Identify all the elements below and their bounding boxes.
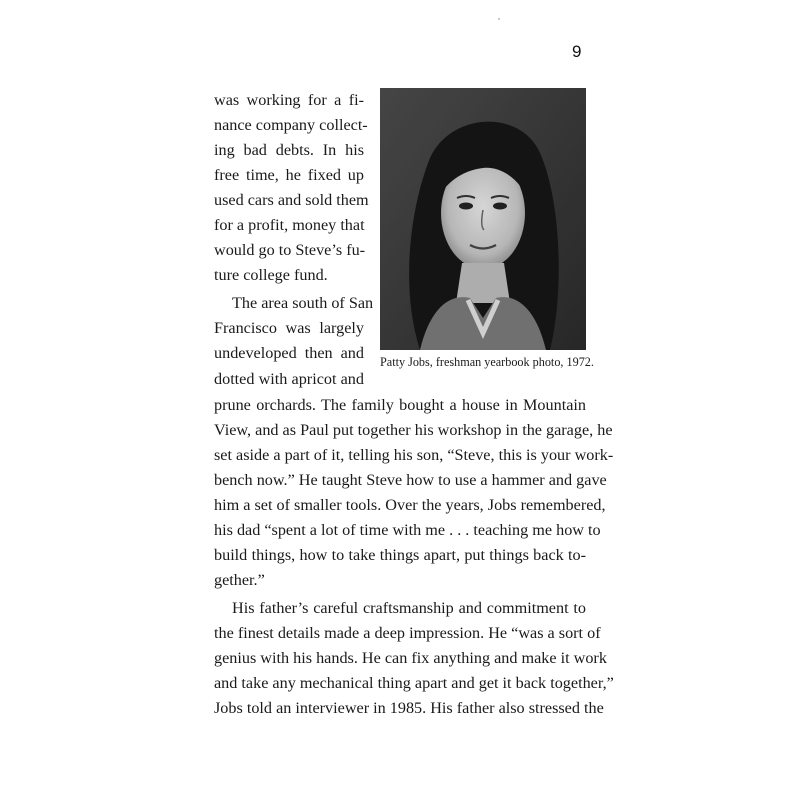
text-line: Francisco was largely bbox=[214, 319, 364, 337]
text-line: his dad “spent a lot of time with me . . . teaching me how to bbox=[214, 521, 601, 539]
text-line: prune orchards. The family bought a house in Mountain bbox=[214, 396, 586, 414]
text-line: ing bad debts. In his bbox=[214, 141, 364, 159]
text-line: His father’s careful craftsmanship and commitment to bbox=[232, 599, 586, 617]
text-line: would go to Steve’s fu- bbox=[214, 241, 366, 259]
text-line: build things, how to take things apart, put things back to- bbox=[214, 546, 586, 564]
text-line: set aside a part of it, telling his son, “Steve, this is your work- bbox=[214, 446, 614, 464]
text-line: Jobs told an interviewer in 1985. His father also stressed the bbox=[214, 699, 604, 717]
text-line: gether.” bbox=[214, 571, 265, 589]
text-line: was working for a fi- bbox=[214, 91, 364, 109]
text-line: and take any mechanical thing apart and get it back together,” bbox=[214, 674, 614, 692]
text-line: used cars and sold them bbox=[214, 191, 369, 209]
photo-caption: Patty Jobs, freshman yearbook photo, 1972. bbox=[380, 355, 594, 369]
text-line: The area south of San bbox=[232, 294, 374, 312]
text-line: the finest details made a deep impression. He “was a sort of bbox=[214, 624, 601, 642]
text-line: bench now.” He taught Steve how to use a hammer and gave bbox=[214, 471, 607, 489]
text-line: undeveloped then and bbox=[214, 344, 364, 362]
text-line: ture college fund. bbox=[214, 266, 328, 284]
text-line: him a set of smaller tools. Over the years, Jobs remembered, bbox=[214, 496, 606, 514]
text-line: genius with his hands. He can fix anything and make it work bbox=[214, 649, 607, 667]
text-line: dotted with apricot and bbox=[214, 370, 364, 388]
text-line: nance company collect- bbox=[214, 116, 368, 134]
text-line: free time, he fixed up bbox=[214, 166, 364, 184]
text-line: for a profit, money that bbox=[214, 216, 365, 234]
text-line: View, and as Paul put together his workshop in the garage, he bbox=[214, 421, 613, 439]
page-number: 9 bbox=[572, 42, 582, 61]
stray-mark bbox=[498, 18, 500, 20]
yearbook-photo bbox=[380, 88, 586, 350]
